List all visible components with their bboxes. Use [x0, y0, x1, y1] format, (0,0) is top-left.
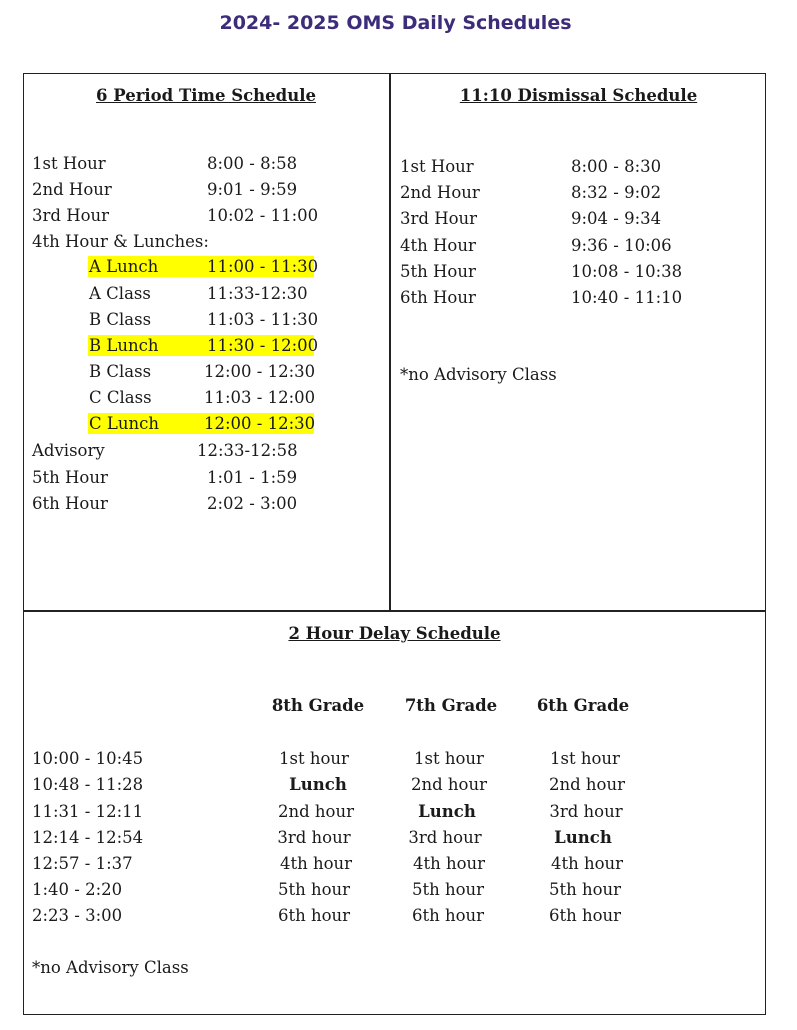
period-label: 4th Hour & Lunches: — [32, 232, 209, 251]
delay-time: 12:14 - 12:54 — [32, 828, 144, 847]
grade-8-cell: 1st hour — [279, 749, 349, 768]
period-label: 2nd Hour — [400, 183, 480, 202]
grade-6-cell: Lunch — [554, 828, 612, 847]
delay-time: 10:48 - 11:28 — [32, 775, 144, 794]
period-label: 6th Hour — [32, 494, 108, 513]
period-label: 1st Hour — [400, 157, 474, 176]
period-time: 11:00 - 11:30 — [207, 257, 319, 276]
grade-6-cell: 5th hour — [548, 880, 622, 899]
period-label: C Class — [89, 388, 152, 407]
period-time: 8:00 - 8:30 — [571, 157, 662, 176]
period-time: 12:00 - 12:30 — [204, 414, 316, 433]
grade-6-header: 6th Grade — [536, 696, 630, 715]
period-label: 4th Hour — [400, 236, 476, 255]
delay-time: 12:57 - 1:37 — [32, 854, 133, 873]
delay-time: 11:31 - 12:11 — [32, 802, 144, 821]
grade-8-cell: 3rd hour — [277, 828, 351, 847]
period-time: 10:02 - 11:00 — [207, 206, 319, 225]
dismissal-note: *no Advisory Class — [400, 365, 557, 384]
six-period-heading: 6 Period Time Schedule — [96, 86, 316, 105]
grade-8-cell: Lunch — [289, 775, 347, 794]
delay-heading: 2 Hour Delay Schedule — [288, 624, 501, 643]
period-label: Advisory — [32, 441, 105, 460]
grade-8-cell: 2nd hour — [277, 802, 354, 821]
period-time: 8:32 - 9:02 — [571, 183, 662, 202]
period-time: 10:40 - 11:10 — [571, 288, 683, 307]
period-time: 12:33-12:58 — [197, 441, 298, 460]
period-label: 5th Hour — [400, 262, 476, 281]
period-label: B Lunch — [89, 336, 159, 355]
period-label: B Class — [89, 362, 152, 381]
period-time: 2:02 - 3:00 — [207, 494, 298, 513]
grade-7-cell: 6th hour — [411, 906, 485, 925]
period-label: A Class — [89, 284, 151, 303]
period-time: 8:00 - 8:58 — [207, 154, 298, 173]
period-time: 9:01 - 9:59 — [207, 180, 298, 199]
period-label: 2nd Hour — [32, 180, 112, 199]
delay-time: 1:40 - 2:20 — [32, 880, 123, 899]
grade-7-cell: 2nd hour — [410, 775, 487, 794]
grade-6-cell: 6th hour — [548, 906, 622, 925]
period-time: 10:08 - 10:38 — [571, 262, 683, 281]
period-time: 9:04 - 9:34 — [571, 209, 662, 228]
period-time: 11:33-12:30 — [207, 284, 308, 303]
grade-8-cell: 6th hour — [277, 906, 351, 925]
period-label: 3rd Hour — [400, 209, 478, 228]
period-time: 11:30 - 12:00 — [207, 336, 319, 355]
delay-time: 2:23 - 3:00 — [32, 906, 123, 925]
delay-note: *no Advisory Class — [32, 958, 189, 977]
delay-time: 10:00 - 10:45 — [32, 749, 144, 768]
period-label: 6th Hour — [400, 288, 476, 307]
grade-8-header: 8th Grade — [271, 696, 365, 715]
vertical-divider — [389, 73, 391, 612]
grade-8-cell: 4th hour — [279, 854, 353, 873]
grade-6-cell: 4th hour — [550, 854, 624, 873]
period-label: 3rd Hour — [32, 206, 110, 225]
grade-6-cell: 3rd hour — [549, 802, 623, 821]
grade-7-cell: 4th hour — [412, 854, 486, 873]
grade-7-header: 7th Grade — [404, 696, 498, 715]
period-label: 1st Hour — [32, 154, 106, 173]
period-label: B Class — [89, 310, 152, 329]
grade-7-cell: Lunch — [418, 802, 476, 821]
document-title: 2024- 2025 OMS Daily Schedules — [219, 12, 572, 34]
period-label: C Lunch — [89, 414, 159, 433]
period-label: 5th Hour — [32, 468, 108, 487]
period-label: A Lunch — [89, 257, 159, 276]
period-time: 11:03 - 12:00 — [204, 388, 316, 407]
horizontal-divider — [23, 610, 766, 612]
grade-7-cell: 3rd hour — [408, 828, 482, 847]
grade-7-cell: 1st hour — [414, 749, 484, 768]
grade-6-cell: 1st hour — [550, 749, 620, 768]
period-time: 11:03 - 11:30 — [207, 310, 319, 329]
period-time: 12:00 - 12:30 — [204, 362, 316, 381]
dismissal-heading: 11:10 Dismissal Schedule — [459, 86, 698, 105]
grade-8-cell: 5th hour — [277, 880, 351, 899]
period-time: 9:36 - 10:06 — [571, 236, 672, 255]
grade-7-cell: 5th hour — [411, 880, 485, 899]
period-time: 1:01 - 1:59 — [207, 468, 298, 487]
grade-6-cell: 2nd hour — [548, 775, 625, 794]
